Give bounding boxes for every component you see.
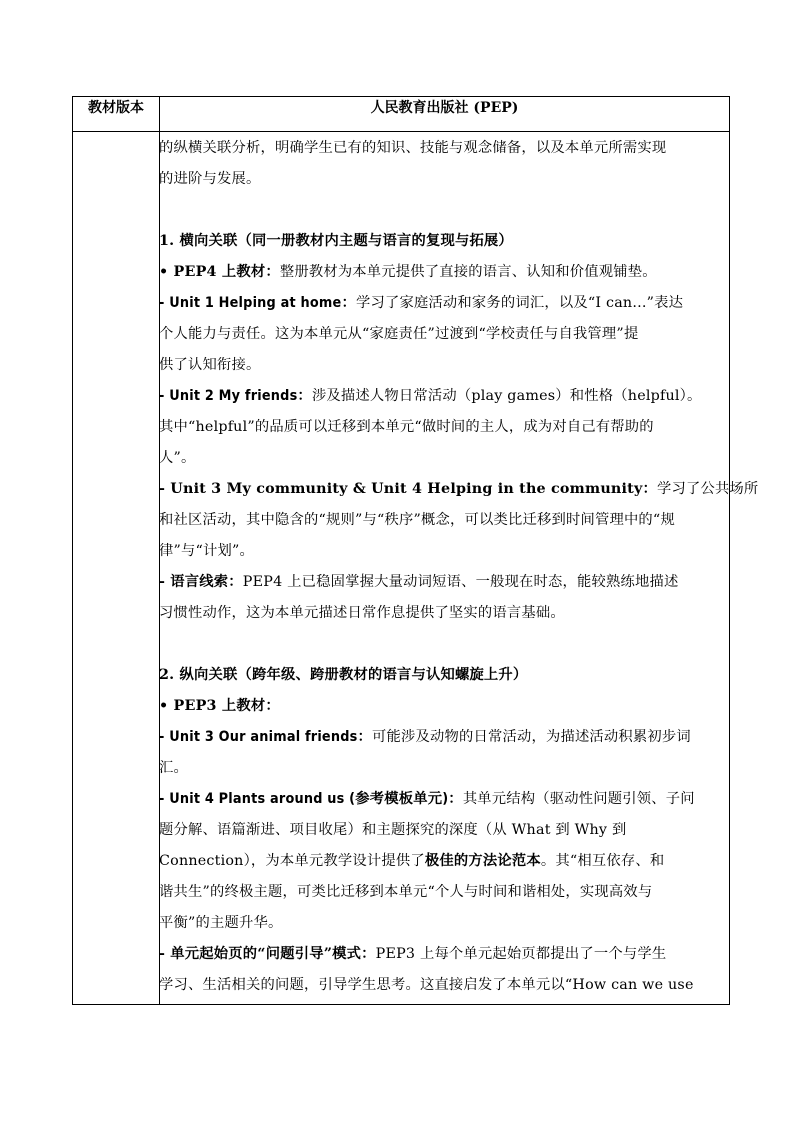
section-2-title: 2. 纵向关联（跨年级、跨册教材的语言与认知螺旋上升） xyxy=(159,667,528,683)
s1-unit2-line-1 xyxy=(159,381,728,412)
s2-unit4-line-4: 谐共生”的终极主题，可类比迁移到本单元“个人与时间和谐相处，实现高效与 xyxy=(159,884,653,900)
s2-unit4-line-1 xyxy=(159,784,728,815)
s2-opening-page-line-2: 学习、生活相关的问题，引导学生思考。这直接启发了本单元以“How can we use xyxy=(159,977,694,993)
s2-unit3-line-2: 汇。 xyxy=(159,760,188,776)
s1-pep4-line xyxy=(159,257,728,288)
paragraph-gap xyxy=(159,629,728,660)
s1-pep4-label: • PEP4 上教材： xyxy=(159,264,280,280)
s1-language-line-2: 习惯性动作，这为本单元描述日常作息提供了坚实的语言基础。 xyxy=(159,605,565,621)
s1-unit1-text-1: 学习了家庭活动和家务的词汇，以及“I can...”表达 xyxy=(355,295,684,311)
s1-unit1-line-1 xyxy=(159,288,728,319)
s1-unit3-4-line-2: 和社区活动，其中隐含的“规则”与“秩序”概念，可以类比迁移到时间管理中的“规 xyxy=(159,512,675,528)
s1-language-text-1: PEP4 上已稳固掌握大量动词短语、一般现在时态，能较熟练地描述 xyxy=(242,574,679,590)
section-1-title: 1. 横向关联（同一册教材内主题与语言的复现与拓展） xyxy=(159,233,513,249)
s2-opening-page-text-1: PEP3 上每个单元起始页都提出了一个与学生 xyxy=(375,946,667,962)
s1-unit1-line-2: 个人能力与责任。这为本单元从“家庭责任”过渡到“学校责任与自我管理”提 xyxy=(159,326,639,342)
analysis-content-cell xyxy=(159,132,759,1005)
s2-unit4-line-3 xyxy=(159,846,728,877)
s1-unit3-4-label: - Unit 3 My community & Unit 4 Helping in the community： xyxy=(159,481,657,497)
s1-unit3-4-text-1: 学习了公共场所 xyxy=(656,481,759,497)
s2-opening-page-line-1 xyxy=(159,939,728,970)
s2-unit4-label: - Unit 4 Plants around us (参考模板单元)： xyxy=(159,791,463,807)
s1-unit2-line-3: 人”。 xyxy=(159,450,196,466)
analysis-content xyxy=(159,132,759,1001)
s1-unit1-label: - Unit 1 Helping at home： xyxy=(159,295,356,311)
s2-unit4-line-5: 平衡”的主题升华。 xyxy=(159,915,283,931)
header-publisher: 人民教育出版社 (PEP) xyxy=(160,97,730,132)
s1-pep4-text: 整册教材为本单元提供了直接的语言、认知和价值观铺垫。 xyxy=(279,264,657,280)
table-header-row xyxy=(73,97,730,132)
s1-unit2-text-1: 涉及描述人物日常活动（play games）和性格（helpful）。 xyxy=(311,388,702,404)
s2-opening-page-label: - 单元起始页的“问题引导”模式： xyxy=(159,946,376,962)
s2-unit4-text-1: 其单元结构（驱动性问题引领、子问 xyxy=(462,791,695,807)
table-body-row xyxy=(73,132,730,1005)
s1-unit1-line-3: 供了认知衔接。 xyxy=(159,357,261,373)
s1-unit2-line-2: 其中“helpful”的品质可以迁移到本单元“做时间的主人，成为对自己有帮助的 xyxy=(159,419,654,435)
empty-left-cell xyxy=(73,132,160,1005)
s2-unit3-label: - Unit 3 Our animal friends： xyxy=(159,729,372,745)
s2-unit4-line-2: 题分解、语篇渐进、项目收尾）和主题探究的深度（从 What 到 Why 到 xyxy=(159,822,627,838)
s2-unit3-text-1: 可能涉及动物的日常活动，为描述活动积累初步词 xyxy=(371,729,691,745)
s1-unit3-4-line-3: 律”与“计划”。 xyxy=(159,543,255,559)
paragraph-gap xyxy=(159,195,728,226)
s2-unit4-text-3b: 极佳的方法论范本 xyxy=(424,853,541,869)
s1-unit2-label: - Unit 2 My friends： xyxy=(159,388,312,404)
s2-unit4-text-3a: Connection），为本单元教学设计提供了 xyxy=(159,853,425,869)
s1-language-line-1 xyxy=(159,567,728,598)
s2-unit4-text-3c: 。其“相互依存、和 xyxy=(540,853,665,869)
s2-unit3-line-1 xyxy=(159,722,728,753)
s1-language-label: - 语言线索： xyxy=(159,574,243,590)
s1-unit3-4-line-1 xyxy=(159,474,759,505)
intro-line-2: 的进阶与发展。 xyxy=(159,171,261,187)
intro-line-1: 的纵横关联分析，明确学生已有的知识、技能与观念储备，以及本单元所需实现 xyxy=(159,140,667,156)
s2-pep3-label: • PEP3 上教材： xyxy=(159,698,280,714)
header-textbook-version-label: 教材版本 xyxy=(73,97,160,132)
textbook-analysis-table xyxy=(72,96,759,1005)
